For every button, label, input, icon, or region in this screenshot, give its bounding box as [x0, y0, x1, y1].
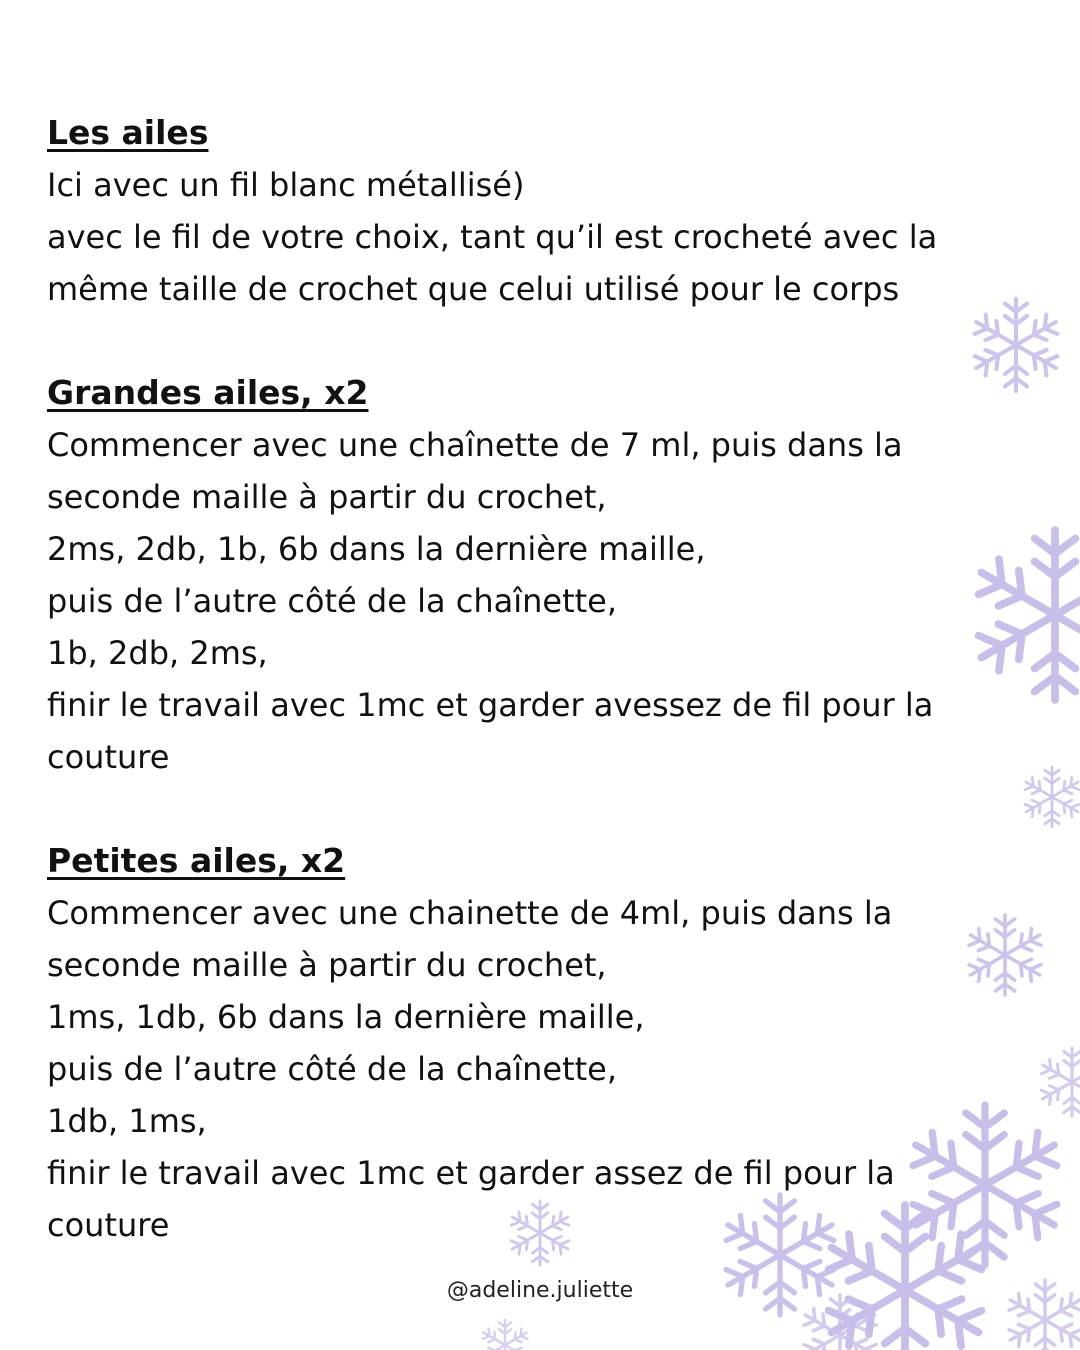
snowflake-icon: [1041, 1048, 1080, 1116]
pattern-instructions: [47, 107, 1007, 1303]
section-heading: Petites ailes, x2: [47, 841, 346, 880]
instruction-line: 1ms, 1db, 6b dans la dernière maille,: [47, 998, 645, 1036]
instruction-line: 1b, 2db, 2ms,: [47, 634, 268, 672]
section-heading: Les ailes: [47, 113, 209, 152]
section-petites-ailes: [47, 835, 1007, 1251]
instruction-line: finir le travail avec 1mc et garder assez de fil pour la couture: [47, 1154, 895, 1244]
instruction-line: Commencer avec une chaînette de 7 ml, puis dans la seconde maille à partir du crochet,: [47, 426, 903, 516]
instruction-line: avec le fil de votre choix, tant qu’il est crocheté avec la même taille de crochet que celui utilisé pour le corps: [47, 218, 938, 308]
instruction-line: finir le travail avec 1mc et garder avessez de fil pour la couture: [47, 686, 934, 776]
author-handle: @adeline.juliette: [446, 1278, 634, 1303]
instruction-line: Commencer avec une chainette de 4ml, puis dans la seconde maille à partir du crochet,: [47, 894, 893, 984]
instruction-line: puis de l’autre côté de la chaînette,: [47, 582, 618, 620]
instruction-line: puis de l’autre côté de la chaînette,: [47, 1050, 618, 1088]
snowflake-icon: [1025, 767, 1079, 827]
instruction-line: Ici avec un fil blanc métallisé): [47, 166, 525, 204]
instruction-line: 2ms, 2db, 1b, 6b dans la dernière maille,: [47, 530, 706, 568]
section-heading: Grandes ailes, x2: [47, 373, 369, 412]
instruction-line: 1db, 1ms,: [47, 1102, 207, 1140]
section-grandes-ailes: [47, 367, 1007, 783]
section-les-ailes: [47, 107, 1007, 315]
snowflake-icon: [483, 1320, 528, 1350]
